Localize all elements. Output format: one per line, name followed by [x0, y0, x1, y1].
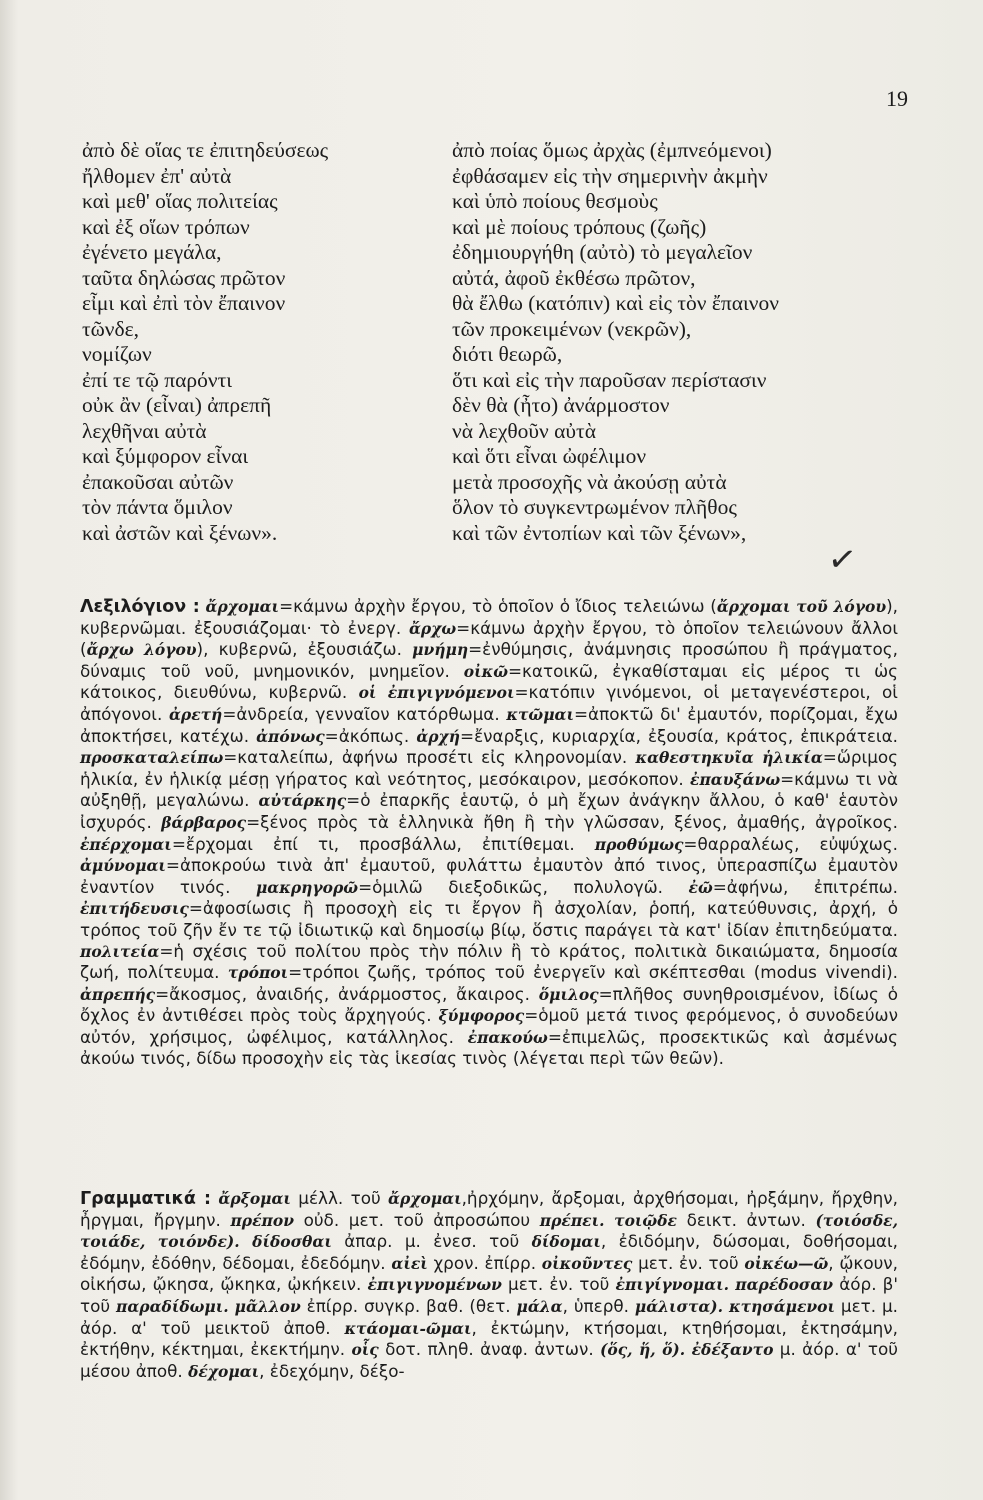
- term: πρέπει. τοιῷδε: [539, 1210, 677, 1230]
- term: κτάομαι-ῶμαι: [344, 1318, 472, 1338]
- term: οἱ ἐπιγιγνόμενοι: [358, 683, 515, 703]
- translation-line: διότι θεωρῶ,: [452, 342, 563, 366]
- definition: μ. ἀόρ. α' τοῦ μέσου ἀποθ.: [80, 1339, 898, 1381]
- term: ἀμύνομαι: [80, 856, 166, 876]
- term: οἰκέω—ῶ: [744, 1253, 829, 1273]
- definition: , ἐκτώμην, κτήσομαι, κτηθήσομαι, ἐκτησάμην, ἐκτήθην, κέκτημαι, ἐκεκτήμην.: [80, 1317, 899, 1360]
- definition: μετ. μ. ἀόρ. α' τοῦ μεικτοῦ ἀποθ.: [80, 1295, 899, 1338]
- definition: =ἀποκρούω τινὰ ἀπ' ἐμαυτοῦ, φυλάττω ἐμαυτὸν ἀπό τινος, ὑπερασπίζω ἐμαυτὸν ἐναντίον τινός.: [80, 855, 898, 897]
- translation-line: δὲν θὰ (ἦτο) ἀνάρμοστον: [452, 393, 670, 417]
- term: ἐπέρχομαι: [80, 834, 172, 854]
- translation-line: λεχθῆναι αὐτὰ: [82, 418, 207, 443]
- definition: =κατοικῶ, ἐγκαθίσταμαι εἰς μέρος τι ὡς κάτοικος, διευθύνω, κυβερνῶ.: [80, 660, 898, 703]
- translation-line: καὶ ὅτι εἶναι ὠφέλιμον: [452, 444, 647, 468]
- translation-line: καὶ ξύμφορον εἶναι: [82, 444, 249, 468]
- definition: =ὥριμος ἡλικία, ἐν ἡλικίᾳ μέσῃ γήρατος καὶ νεότητος, μεσόκαιρον, μεσόκοπον.: [80, 747, 899, 789]
- translation-line: ἐδημιουργήθη (αὐτὸ) τὸ μεγαλεῖον: [452, 240, 753, 264]
- term: ἄρχω λόγου: [86, 640, 197, 660]
- definition: =ἀκόπως.: [324, 725, 417, 746]
- term: δέχομαι: [188, 1361, 260, 1381]
- definition: =ξένος πρὸς τὰ ἑλληνικὰ ἤθη ἢ τὴν γλῶσσαν, ξένος, ἀμαθής, ἀγροῖκος.: [246, 811, 899, 832]
- term: μνήμη: [412, 640, 469, 660]
- definition: =τρόποι ζωῆς, τρόπος τοῦ ἐνεργεῖν καὶ σκέπτεσθαι (modus vivendi).: [288, 962, 898, 983]
- term: προθύμως: [594, 834, 684, 854]
- term: ἄρχομαι τοῦ λόγου: [716, 597, 887, 616]
- lexicon-body: [80, 596, 898, 1068]
- definition: ἀόρ. β' τοῦ: [80, 1274, 899, 1316]
- lexicon-heading: Λεξιλόγιον :: [80, 597, 200, 617]
- definition: ἀπαρ. μ. ἐνεσ. τοῦ: [331, 1231, 532, 1252]
- translation-line: νὰ λεχθοῦν αὐτὰ: [452, 418, 596, 443]
- term: ἄρχομαι: [388, 1189, 462, 1208]
- definition: ), κυβερνῶ, ἐξουσιάζω.: [196, 639, 413, 660]
- definition: , ὑπερθ.: [562, 1295, 635, 1316]
- definition: =ἔρχομαι ἐπί τι, προσβάλλω, ἐπιτίθεμαι.: [171, 833, 595, 854]
- term: πολιτεία: [80, 941, 160, 961]
- definition: =θαρραλέως, εὐψύχως.: [683, 833, 898, 854]
- translation-line: ταῦτα δηλώσας πρῶτον: [82, 265, 286, 290]
- translation-line: ἀπὸ δὲ οἵας τε ἐπιτηδεύσεως: [82, 138, 329, 162]
- translation-line: καὶ τῶν ἐντοπίων καὶ τῶν ξένων»,: [452, 520, 747, 545]
- term: μακρηγορῶ: [255, 877, 359, 897]
- definition: ), κυβερνῶμαι. ἐξουσιάζομαι· τὸ ἐνεργ.: [80, 596, 898, 638]
- definition: =κάμνω ἀρχὴν ἔργου, τὸ ὁποῖον τελειώνουν ἄλλοι (: [80, 617, 898, 660]
- definition: =ἀποκτῶ δι' ἐμαυτόν, πορίζομαι, ἔχω ἀποκτήσει, κατέχω.: [80, 703, 899, 746]
- definition: =κάμνω τι νὰ αὐξηθῇ, μεγαλώνω.: [80, 768, 898, 811]
- term: αὐτάρκης: [258, 791, 347, 811]
- definition: =ἀφοσίωσις ἢ προσοχὴ εἰς τι ἔργον ἢ ἀσχολίαν, ῥοπή, κατεύθυνσις, ἀρχή, ὁ τρόπος τοῦ ζῆν ἔν τε τῷ ἰδιωτικῷ καὶ δημοσίῳ βίῳ, ὅστις παράγει τὰ κατ' ἰδίαν ἐπιτηδεύματα.: [80, 898, 898, 940]
- term: παραδίδωμι. μᾶλλον: [115, 1296, 301, 1316]
- checkmark-annotation: ✓: [825, 538, 860, 582]
- grammar-heading: Γραμματικά :: [80, 1189, 212, 1209]
- page-number: 19: [886, 86, 908, 111]
- definition: =ἔναρξις, κυριαρχία, ἐξουσία, κράτος, ἐπικράτεια.: [460, 725, 899, 746]
- term: ἐπιγιγνομένων: [367, 1275, 502, 1295]
- term: αἰεὶ: [391, 1253, 428, 1273]
- term: ἄρχομαι: [205, 597, 280, 616]
- definition: =καταλείπω, ἀφήνω προσέτι εἰς κληρονομίαν.: [223, 747, 636, 768]
- term: μάλιστα). κτησάμενοι: [634, 1296, 836, 1316]
- term: ἀρχή: [416, 726, 461, 746]
- definition: =ἄκοσμος, ἀναιδής, ἀνάρμοστος, ἄκαιρος.: [155, 983, 539, 1004]
- definition: δοτ. πληθ. ἀναφ. ἀντων.: [378, 1339, 601, 1360]
- term: ἀρετή: [168, 704, 223, 724]
- translation-line: τὸν πάντα ὅμιλον: [82, 495, 233, 519]
- definition: =ἀνδρεία, γενναῖον κατόρθωμα.: [222, 703, 507, 724]
- definition: , ἐδεχόμην, δέξο-: [259, 1360, 405, 1381]
- term: ἐπιγίγνομαι. παρέδοσαν: [615, 1275, 834, 1295]
- lexicon-section: [80, 596, 898, 1069]
- term: ἐπιτήδευσις: [80, 899, 189, 919]
- definition: =ὁμιλῶ διεξοδικῶς, πολυλογῶ.: [358, 876, 689, 897]
- translation-line: ὅτι καὶ εἰς τὴν παροῦσαν περίστασιν: [452, 367, 767, 392]
- term: (ὅς, ἥ, ὅ). ἐδέξαντο: [600, 1340, 774, 1360]
- term: καθεστηκυῖα ἡλικία: [635, 748, 823, 768]
- definition: =ὁμοῦ μετά τινος φερόμενος, ὁ συνοδεύων αὐτόν, χρήσιμος, ὠφέλιμος, κατάλληλος.: [80, 1005, 898, 1047]
- definition: ,ἠρχόμην, ἄρξομαι, ἀρχθήσομαι, ἠρξάμην, ἤρχθην, ἦργμαι, ἤργμην.: [80, 1188, 898, 1230]
- term: ἄρχω: [408, 618, 457, 638]
- term: πρέπον: [230, 1210, 294, 1230]
- term: προσκαταλείπω: [80, 748, 224, 768]
- translation-line: ἐπακοῦσαι αὐτῶν: [82, 469, 234, 494]
- term: (τοιόσδε, τοιάδε, τοιόνδε). δίδοσθαι: [80, 1210, 898, 1252]
- definition: , ἐδιδόμην, δώσομαι, δοθήσομαι, ἐδόμην, ἐδόθην, δέδομαι, ἐδεδόμην.: [80, 1231, 898, 1273]
- definition: =ὁ ἐπαρκῆς ἑαυτῷ, ὁ μὴ ἔχων ἀνάγκην ἄλλου, ὁ καθ' ἑαυτὸν ἰσχυρός.: [80, 790, 898, 832]
- definition: χρον. ἐπίρρ.: [427, 1252, 542, 1273]
- grammar-body: [80, 1188, 898, 1381]
- interlinear-translation: [82, 138, 902, 546]
- definition: μετ. ἐν. τοῦ: [501, 1274, 616, 1295]
- translation-line: μετὰ προσοχῆς νὰ ἀκούσῃ αὐτὰ: [452, 469, 727, 494]
- translation-line: τῶνδε,: [82, 316, 140, 341]
- term: ἀπόνως: [256, 726, 325, 746]
- definition: μετ. ἐν. τοῦ: [632, 1252, 745, 1273]
- term: οἷς: [351, 1340, 379, 1360]
- definition: οὐδ. μετ. τοῦ ἀπροσώπου: [293, 1209, 540, 1230]
- term: ἄρξομαι: [218, 1189, 291, 1208]
- ancient-greek-column: [82, 138, 422, 546]
- translation-line: ἀπὸ ποίας ὅμως ἀρχὰς (ἐμπνεόμενοι): [452, 138, 772, 162]
- definition: =κάμνω ἀρχὴν ἔργου, τὸ ὁποῖον ὁ ἴδιος τελειώνω (: [279, 596, 717, 616]
- translation-line: θὰ ἔλθω (κατόπιν) καὶ εἰς τὸν ἔπαινον: [452, 291, 779, 315]
- definition: δεικτ. ἀντων.: [676, 1209, 816, 1230]
- definition: =κατόπιν γινόμενοι, οἱ μεταγενέστεροι, οἱ ἀπόγονοι.: [80, 682, 898, 724]
- term: μάλα: [516, 1296, 563, 1316]
- translation-line: ἐγένετο μεγάλα,: [82, 240, 222, 264]
- definition: =ἐνθύμησις, ἀνάμνησις προσώπου ἢ πράγματος, δύναμις τοῦ νοῦ, μνημονικόν, μνημεῖον.: [80, 639, 898, 681]
- definition: =ἐπιμελῶς, προσεκτικῶς καὶ ἀσμένως ἀκούω τινός, δίδω προσοχὴν εἰς τὰς ἱκεσίας τινὸς (λέγεται περὶ τῶν θεῶν).: [80, 1026, 899, 1069]
- definition: =ἀφήνω, ἐπιτρέπω.: [712, 876, 898, 897]
- term: ὅμιλος: [538, 984, 599, 1004]
- translation-line: νομίζων: [82, 342, 152, 366]
- definition: μέλλ. τοῦ: [290, 1188, 389, 1208]
- definition: ἐπίρρ. συγκρ. βαθ. (θετ.: [300, 1295, 517, 1316]
- translation-line: αὐτά, ἀφοῦ ἐκθέσω πρῶτον,: [452, 265, 696, 290]
- translation-line: καὶ ἐξ οἵων τρόπων: [82, 214, 250, 239]
- translation-line: οὐκ ἂν (εἶναι) ἀπρεπῆ: [82, 393, 272, 417]
- translation-line: ἐπί τε τῷ παρόντι: [82, 367, 232, 392]
- term: τρόποι: [227, 963, 289, 983]
- translation-line: καὶ ἀστῶν καὶ ξένων».: [82, 520, 278, 545]
- term: οἰκοῦντες: [541, 1253, 633, 1273]
- term: ἀπρεπής: [80, 984, 156, 1004]
- definition: , ᾤκουν, οἰκήσω, ᾤκησα, ᾤκηκα, ᾠκήκειν.: [80, 1252, 898, 1295]
- term: κτῶμαι: [506, 704, 574, 724]
- term: ἐπαυξάνω: [690, 769, 781, 789]
- translation-line: τῶν προκειμένων (νεκρῶν),: [452, 316, 692, 341]
- term: ξύμφορος: [438, 1006, 525, 1026]
- term: δίδομαι: [531, 1232, 601, 1252]
- term: ἐπακούω: [467, 1027, 548, 1047]
- translation-line: καὶ μεθ' οἵας πολιτείας: [82, 189, 278, 213]
- translation-line: καὶ ὑπὸ ποίους θεσμοὺς: [452, 189, 658, 213]
- definition: =ἡ σχέσις τοῦ πολίτου πρὸς τὴν πόλιν ἢ τὸ κράτος, πολιτικὰ δικαιώματα, δημοσία ζωή, πολίτευμα.: [80, 940, 898, 983]
- translation-line: ὅλον τὸ συγκεντρωμένον πλῆθος: [452, 495, 737, 519]
- modern-greek-column: [452, 138, 902, 546]
- grammar-section: [80, 1188, 898, 1382]
- translation-line: ἐφθάσαμεν εἰς τὴν σημερινὴν ἀκμὴν: [452, 163, 768, 188]
- translation-line: ἤλθομεν ἐπ' αὐτὰ: [82, 163, 232, 188]
- definition: =πλῆθος συνηθροισμένον, ἰδίως ὁ ὄχλος ἐν ἀντιθέσει πρὸς τοὺς ἄρχηγούς.: [80, 983, 898, 1026]
- translation-line: εἶμι καὶ ἐπὶ τὸν ἔπαινον: [82, 291, 286, 315]
- term: βάρβαρος: [161, 812, 247, 832]
- term: ἐῶ: [688, 877, 713, 897]
- translation-line: καὶ μὲ ποίους τρόπους (ζωῆς): [452, 214, 707, 239]
- term: οἰκῶ: [463, 661, 508, 681]
